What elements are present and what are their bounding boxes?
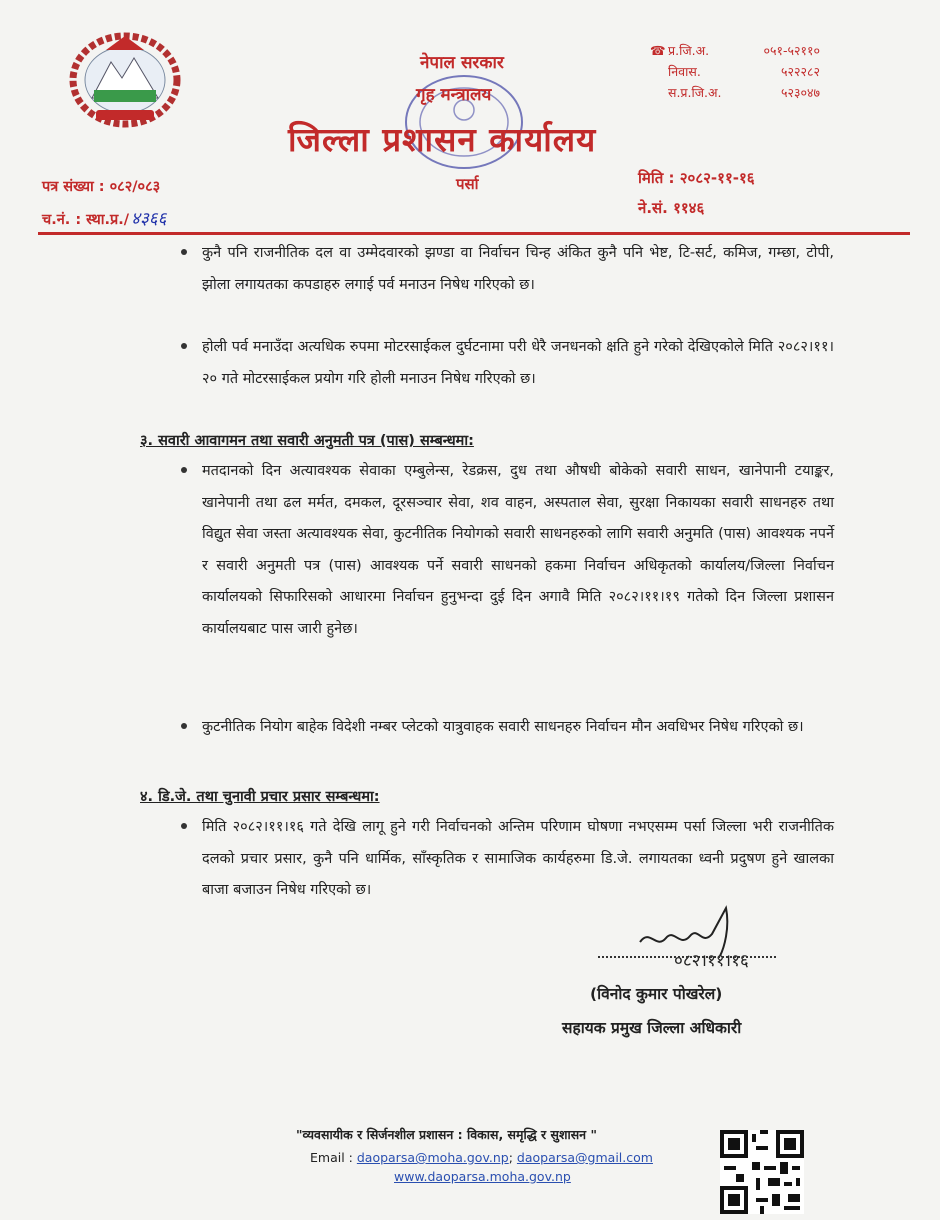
qr-code-icon[interactable] [720,1130,804,1214]
list-item [202,332,834,395]
contact-block [650,40,820,103]
letter-number: पत्र संख्या : ०८२/०८३ [42,179,161,195]
nepal-emblem-icon [66,28,184,128]
letter-date: मिति : २०८२-११-१६ [638,169,755,187]
dispatch-prefix: च.नं. : स्था.प्र./ [42,212,130,228]
phone-icon: ☎ [650,43,666,58]
bullet-text: कुटनीतिक नियोग बाहेक विदेशी नम्बर प्लेटको यात्रुवाहक सवारी साधनहरु निर्वाचन मौन अवधिभर निषेध गरिएको छ। [202,719,804,735]
contact-label: निवास. [668,64,701,79]
signature-line [598,956,776,958]
office-title: जिल्ला प्रशासन कार्यालय [288,120,597,159]
contact-label: स.प्र.जि.अ. [668,85,722,100]
section-heading: ४. डि.जे. तथा चुनावी प्रचार प्रसार सम्बन्धमा: [140,789,380,805]
contact-row [650,82,820,103]
bullet-text: होली पर्व मनाउँदा अत्यधिक रुपमा मोटरसाईकल दुर्घटनामा परी धेरै जनधनको क्षति हुने गरेको देखिएकोले मिति २०८२।११।२० गते मोटरसाईकल प्रयोग गरि होली मनाउन निषेध गरिएको छ। [202,339,834,387]
list-item [202,238,834,301]
office-motto: "व्यवसायीक र सिर्जनशील प्रशासन : विकास, समृद्धि र सुशासन " [296,1127,597,1142]
header-divider [38,232,910,235]
handwritten-signature-icon [630,898,810,978]
email-line [310,1150,653,1165]
list-item [202,456,834,646]
contact-value: ५२२२८२ [780,64,820,79]
handwritten-date: ०८२।११।१६ [674,951,749,971]
email-label: Email : [310,1150,357,1165]
section-heading: ३. सवारी आवागमन तथा सवारी अनुमती पत्र (पास) सम्बन्धमा: [140,433,474,449]
contact-value: ५२३०४७ [780,85,820,100]
bullet-text: मिति २०८२।११।१६ गते देखि लागू हुने गरी निर्वाचनको अन्तिम परिणाम घोषणा नभएसम्म पर्सा जिल्ला भरी राजनीतिक दलको प्रचार प्रसार, कुनै पनि धार्मिक, साँस्कृतिक र सामाजिक कार्यहरुमा डि.जे. लगायतका ध्वनी प्रदुषण हुने खालका बाजा बजाउन निषेध गरिएको छ। [202,819,834,899]
email-link-2[interactable]: daoparsa@gmail.com [516,1150,653,1165]
government-name: नेपाल सरकार [420,53,504,73]
contact-value: ०५१-५२११० [763,43,820,58]
email-link-1[interactable]: daoparsa@moha.gov.np [356,1150,509,1165]
dispatch-number [42,206,166,229]
bullet-text: मतदानको दिन अत्यावश्यक सेवाका एम्बुलेन्स, रेडक्रस, दुध तथा औषधी बोकेको सवारी साधन, खानेपानी टयाङ्कर, खानेपानी तथा ढल मर्मत, दमकल, दूरसञ्चार सेवा, शव वाहन, अस्पताल सेवा, सुरक्षा निकायका सवारी साधनहरु तथा विद्युत सेवा जस्ता अत्यावश्यक सेवा, कुटनीतिक नियोगको सवारी साधनहरुको लागि सवारी अनुमति (पास) आवश्यक नपर्ने र सवारी अनुमती पत्र (पास) आवश्यक पर्ने सवारी साधनको हकमा निर्वाचन अधिकृतको कार्यालय/जिल्ला निर्वाचन कार्यालयको सिफारिसको आधारमा निर्वाचन हुनुभन्दा दुई दिन अगावै मिति २०८२।११।१९ गतेको दिन जिल्ला प्रशासन कार्यालयबाट पास जारी हुनेछ। [202,463,834,637]
nepal-sambat-date: ने.सं. ११४६ [638,199,705,217]
email-separator: ; [508,1150,517,1165]
contact-label: प्र.जि.अ. [668,43,710,58]
ministry-name: गृह मन्त्रालय [416,85,492,105]
website-link[interactable]: www.daoparsa.moha.gov.np [394,1169,571,1184]
bullet-text: कुनै पनि राजनीतिक दल वा उम्मेदवारको झण्डा वा निर्वाचन चिन्ह अंकित कुनै पनि भेष्ट, टि-सर्ट, कमिज, गम्छा, टोपी, झोला लगायतका कपडाहरु लगाई पर्व मनाउन निषेध गरिएको छ। [202,245,834,293]
list-item [202,712,834,744]
district-name: पर्सा [456,175,479,193]
list-item [202,812,834,907]
contact-row [650,61,820,82]
dispatch-handwritten-number: ४३६६ [131,209,167,229]
signatory-name: (विनोद कुमार पोखरेल) [590,985,723,1003]
contact-row [650,40,820,61]
signatory-designation: सहायक प्रमुख जिल्ला अधिकारी [562,1019,742,1037]
